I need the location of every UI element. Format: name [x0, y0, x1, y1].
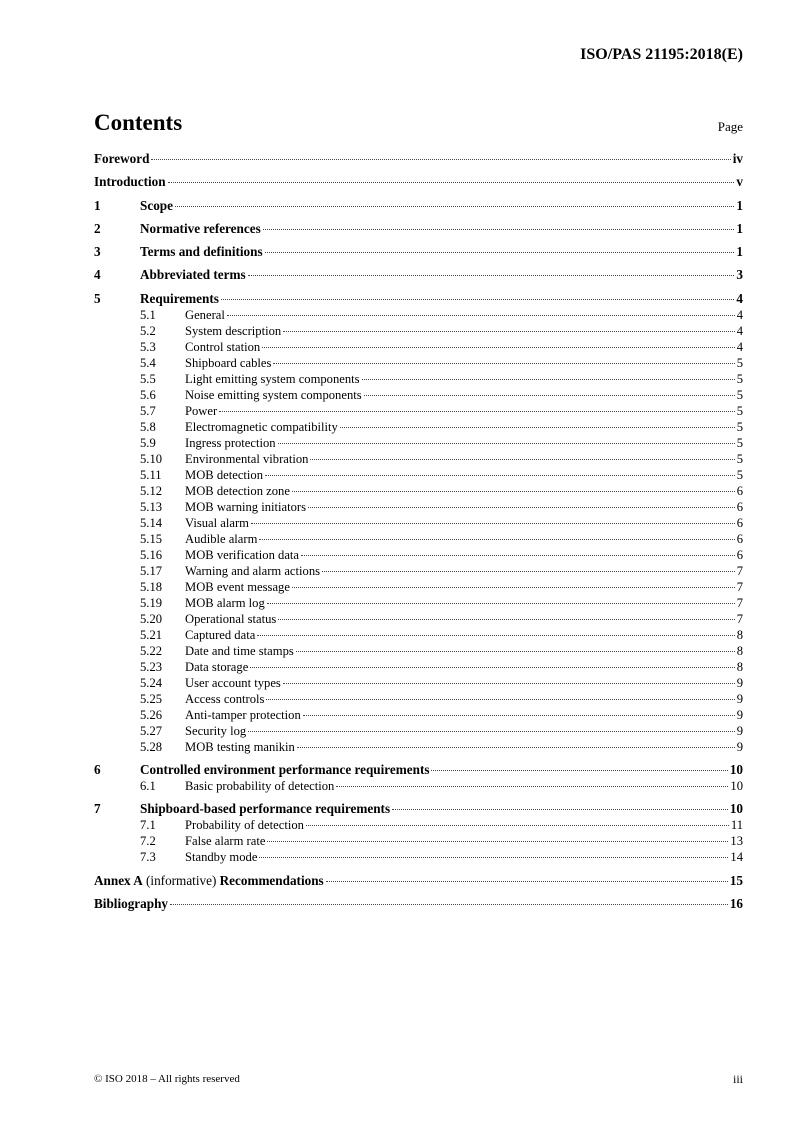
- toc-entry[interactable]: [94, 873, 743, 889]
- toc-subentry[interactable]: [94, 849, 743, 865]
- toc-entry-title: [185, 355, 271, 371]
- dot-leader: [259, 539, 734, 540]
- toc-entry-title: [185, 451, 308, 467]
- toc-entry-title-text: Captured data: [185, 627, 256, 642]
- toc-entry-page: 5: [736, 387, 743, 402]
- dot-leader: [278, 443, 735, 444]
- toc-entry[interactable]: [94, 267, 743, 283]
- toc-entry-number: 5.14: [140, 515, 163, 530]
- toc-subentry[interactable]: [94, 627, 743, 643]
- toc-subentry[interactable]: [94, 371, 743, 387]
- toc-entry-title: [185, 419, 338, 435]
- dot-leader: [283, 683, 735, 684]
- toc-subentry[interactable]: [94, 339, 743, 355]
- toc-subentry[interactable]: [94, 419, 743, 435]
- toc-entry-page: 4: [736, 323, 743, 338]
- toc-subentry[interactable]: [94, 355, 743, 371]
- toc-entry-page: 6: [736, 499, 743, 514]
- toc-entry-number: 7.3: [140, 850, 156, 865]
- toc-entry-title: [185, 778, 334, 794]
- dot-leader: [257, 635, 734, 636]
- toc-entry-title-text: Basic probability of detection: [185, 779, 335, 794]
- toc-entry-title: [185, 643, 294, 659]
- toc-subentry[interactable]: [94, 723, 743, 739]
- toc-entry-page: 1: [736, 220, 743, 236]
- toc-entry-page: 16: [729, 895, 743, 911]
- toc-entry-number: 7.1: [140, 818, 156, 833]
- toc-entry-title-text: Annex A: [94, 872, 143, 888]
- toc-entry-page: 8: [736, 643, 743, 658]
- toc-entry-title-text: Warning and alarm actions: [185, 563, 321, 578]
- toc-subentry[interactable]: [94, 547, 743, 563]
- toc-entry-page: 6: [736, 515, 743, 530]
- toc-entry-title: [185, 849, 257, 865]
- toc-entry-title-text: MOB testing manikin: [185, 739, 295, 754]
- toc-entry-number: 5.20: [140, 611, 163, 626]
- toc-entry-title-text: MOB detection: [185, 467, 263, 482]
- toc-entry-page: 4: [736, 339, 743, 354]
- toc-entry-number: 5.11: [140, 467, 162, 482]
- toc-entry-title: [140, 291, 219, 307]
- toc-subentry[interactable]: [94, 691, 743, 707]
- toc-entry-title-text: User account types: [185, 675, 281, 690]
- toc-entry-number: 5.10: [140, 451, 163, 466]
- dot-leader: [326, 881, 728, 882]
- toc-entry-title: [185, 563, 320, 579]
- dot-leader: [273, 363, 734, 364]
- toc-entry-number: 5.2: [140, 323, 156, 338]
- toc-entry-title: [185, 659, 248, 675]
- dot-leader: [283, 331, 735, 332]
- toc-subentry[interactable]: [94, 739, 743, 755]
- toc-entry-page: iv: [732, 151, 743, 166]
- toc-entry-page: 9: [736, 691, 743, 706]
- dot-leader: [248, 275, 735, 276]
- toc-entry-number: 5.1: [140, 307, 156, 322]
- copyright-notice: © ISO 2018 – All rights reserved: [94, 1073, 240, 1085]
- toc-entry-title-text: Light emitting system components: [185, 371, 360, 386]
- toc-entry-page: 9: [736, 707, 743, 722]
- toc-entry-number: 5.15: [140, 531, 163, 546]
- toc-subentry[interactable]: [94, 563, 743, 579]
- dot-leader: [221, 299, 735, 300]
- toc-entry-title-text: Electromagnetic compatibility: [185, 419, 338, 434]
- toc-entry-title-text: Shipboard-based performance requirements: [140, 801, 391, 817]
- toc-subentry[interactable]: [94, 403, 743, 419]
- toc-entry-page: 5: [736, 371, 743, 386]
- dot-leader: [308, 507, 735, 508]
- toc-subentry[interactable]: [94, 451, 743, 467]
- toc-entry-number: 5.18: [140, 579, 163, 594]
- toc-entry[interactable]: [94, 244, 743, 260]
- dot-leader: [227, 315, 735, 316]
- toc-entry-title-text: Ingress protection: [185, 435, 276, 450]
- toc-entry-title: [185, 371, 360, 387]
- toc-entry-title: [185, 579, 290, 595]
- toc-entry-annex-title: Recommendations: [219, 872, 324, 888]
- toc-entry-title-text: General: [185, 307, 225, 322]
- dot-leader: [168, 182, 735, 183]
- dot-leader: [219, 411, 735, 412]
- toc-entry-title-text: MOB verification data: [185, 547, 300, 562]
- toc-entry-title-text: Introduction: [94, 174, 166, 190]
- toc-entry-title-text: MOB warning initiators: [185, 499, 307, 514]
- toc-entry-page: 4: [736, 290, 743, 306]
- toc-entry[interactable]: [94, 151, 743, 167]
- toc-entry[interactable]: [94, 762, 743, 778]
- toc-entry-number: 4: [94, 267, 101, 283]
- toc-subentry[interactable]: [94, 817, 743, 833]
- dot-leader: [322, 571, 735, 572]
- toc-entry-title-text: Power: [185, 403, 218, 418]
- toc-entry-page: 7: [736, 563, 743, 578]
- dot-leader: [265, 475, 735, 476]
- dot-leader: [336, 786, 728, 787]
- toc-subentry[interactable]: [94, 323, 743, 339]
- dot-leader: [151, 159, 730, 160]
- toc-entry-number: 3: [94, 244, 101, 260]
- toc-entry-page: 5: [736, 451, 743, 466]
- toc-entry-number: 5.16: [140, 547, 163, 562]
- toc-entry-title: [140, 801, 390, 817]
- toc-entry-page: 4: [736, 307, 743, 322]
- dot-leader: [301, 555, 735, 556]
- toc-entry-page: 15: [729, 872, 743, 888]
- toc-entry-number: 5.27: [140, 723, 163, 738]
- toc-entry-page: 5: [736, 355, 743, 370]
- toc-entry-page: 7: [736, 611, 743, 626]
- toc-entry-title: [185, 817, 304, 833]
- toc-entry-title-text: Foreword: [94, 151, 150, 166]
- toc-subentry[interactable]: [94, 515, 743, 531]
- toc-entry-number: 5.6: [140, 387, 156, 402]
- toc-entry-title: [185, 467, 263, 483]
- toc-entry-number: 5.7: [140, 403, 156, 418]
- toc-entry-title-text: Operational status: [185, 611, 277, 626]
- toc-entry-title: [185, 675, 281, 691]
- toc-entry-title-text: Noise emitting system components: [185, 387, 362, 402]
- toc-entry-title-text: Environmental vibration: [185, 451, 309, 466]
- toc-entry-title-text: False alarm rate: [185, 834, 266, 849]
- toc-entry-page: 9: [736, 675, 743, 690]
- dot-leader: [259, 857, 728, 858]
- dot-leader: [310, 459, 734, 460]
- toc-entry-number: 7.2: [140, 834, 156, 849]
- toc-entry-title-text: Anti-tamper protection: [185, 707, 301, 722]
- toc-entry-page: 6: [736, 483, 743, 498]
- dot-leader: [303, 715, 735, 716]
- toc-entry-number: 5.5: [140, 371, 156, 386]
- page-number: iii: [732, 1072, 743, 1086]
- toc-entry-page: 10: [730, 779, 743, 794]
- table-of-contents: [94, 151, 743, 912]
- toc-entry-title: [185, 707, 301, 723]
- toc-entry-number: 5.19: [140, 595, 163, 610]
- toc-entry-title-text: Requirements: [140, 290, 219, 306]
- toc-entry-title-text: MOB alarm log: [185, 595, 265, 610]
- toc-entry[interactable]: [94, 198, 743, 214]
- toc-entry-title: [185, 323, 281, 339]
- toc-entry-page: 11: [730, 818, 743, 833]
- toc-entry-number: 6: [94, 762, 101, 778]
- dot-leader: [267, 603, 735, 604]
- toc-entry-page: 10: [729, 801, 743, 817]
- dot-leader: [251, 523, 735, 524]
- dot-leader: [392, 809, 728, 810]
- toc-entry-title: [185, 691, 264, 707]
- toc-entry-title: [140, 198, 173, 214]
- dot-leader: [362, 379, 735, 380]
- toc-entry-title-text: Normative references: [140, 220, 261, 236]
- toc-entry-page: 10: [729, 762, 743, 778]
- toc-entry-title-text: Audible alarm: [185, 531, 258, 546]
- toc-entry-page: 9: [736, 739, 743, 754]
- toc-subentry[interactable]: [94, 499, 743, 515]
- toc-entry-title: [185, 627, 255, 643]
- dot-leader: [306, 825, 729, 826]
- toc-entry-title-text: Visual alarm: [185, 515, 249, 530]
- toc-entry-page: 5: [736, 419, 743, 434]
- toc-subentry[interactable]: [94, 611, 743, 627]
- toc-entry-title: [185, 595, 265, 611]
- toc-subentry[interactable]: [94, 467, 743, 483]
- toc-entry-title: [185, 387, 362, 403]
- toc-entry-title: [140, 762, 429, 778]
- toc-entry-number: 5.4: [140, 355, 156, 370]
- toc-entry-title-text: Security log: [185, 723, 247, 738]
- dot-leader: [297, 747, 735, 748]
- toc-entry[interactable]: [94, 174, 743, 190]
- toc-entry-title: [185, 723, 246, 739]
- toc-entry-title-text: Access controls: [185, 691, 265, 706]
- toc-entry-number: 5.9: [140, 435, 156, 450]
- page-column-label: Page: [717, 119, 743, 134]
- toc-entry-title-text: Abbreviated terms: [140, 267, 246, 283]
- toc-subentry[interactable]: [94, 483, 743, 499]
- toc-entry-title: [140, 244, 263, 260]
- dot-leader: [364, 395, 735, 396]
- toc-entry-title: [185, 403, 217, 419]
- toc-entry-number: 1: [94, 197, 101, 213]
- dot-leader: [250, 667, 734, 668]
- toc-entry-number: 5.17: [140, 563, 163, 578]
- toc-entry-number: 5.22: [140, 643, 163, 658]
- dot-leader: [175, 206, 734, 207]
- toc-entry-title: [185, 531, 257, 547]
- toc-entry-title-text: Controlled environment performance requirements: [140, 762, 430, 778]
- toc-entry-title-text: Bibliography: [94, 895, 169, 911]
- dot-leader: [248, 731, 734, 732]
- toc-entry-page: v: [736, 174, 743, 190]
- toc-entry-page: 13: [730, 834, 743, 849]
- toc-entry[interactable]: [94, 801, 743, 817]
- toc-entry-number: 7: [94, 801, 101, 817]
- toc-entry-number: 5.3: [140, 339, 156, 354]
- toc-entry-number: 6.1: [140, 779, 156, 794]
- toc-subentry[interactable]: [94, 595, 743, 611]
- toc-entry-page: 6: [736, 547, 743, 562]
- dot-leader: [431, 770, 727, 771]
- toc-entry-number: 5: [94, 290, 101, 306]
- toc-entry[interactable]: [94, 291, 743, 307]
- toc-entry-page: 8: [736, 627, 743, 642]
- dot-leader: [263, 229, 735, 230]
- toc-entry-page: 1: [736, 197, 743, 213]
- toc-entry-title: [185, 339, 260, 355]
- toc-entry-title: [94, 896, 168, 912]
- toc-entry-number: 2: [94, 220, 101, 236]
- toc-entry[interactable]: [94, 221, 743, 237]
- document-id: ISO/PAS 21195:2018(E): [580, 46, 743, 63]
- dot-leader: [296, 651, 735, 652]
- toc-entry-title-text: Control station: [185, 339, 261, 354]
- toc-entry-title-text: System description: [185, 323, 282, 338]
- toc-subentry[interactable]: [94, 675, 743, 691]
- toc-entry-title: [185, 547, 299, 563]
- toc-entry-title-text: Date and time stamps: [185, 643, 294, 658]
- dot-leader: [170, 904, 728, 905]
- dot-leader: [267, 841, 728, 842]
- toc-entry-title: [140, 267, 246, 283]
- toc-subentry[interactable]: [94, 307, 743, 323]
- page-title: Contents: [94, 110, 183, 135]
- toc-subentry[interactable]: [94, 531, 743, 547]
- toc-subentry[interactable]: [94, 435, 743, 451]
- toc-entry-title-text: MOB detection zone: [185, 483, 290, 498]
- toc-entry-title: [185, 307, 225, 323]
- toc-entry-page: 14: [730, 850, 743, 865]
- toc-entry-title: [185, 739, 295, 755]
- toc-subentry[interactable]: [94, 707, 743, 723]
- toc-entry-page: 9: [736, 723, 743, 738]
- toc-entry-title: [185, 435, 276, 451]
- toc-entry-page: 5: [736, 467, 743, 482]
- toc-entry-title: [185, 833, 265, 849]
- dot-leader: [292, 587, 735, 588]
- toc-entry-page: 6: [736, 531, 743, 546]
- dot-leader: [266, 699, 734, 700]
- toc-entry-number: 5.25: [140, 691, 163, 706]
- dot-leader: [340, 427, 735, 428]
- toc-entry-page: 5: [736, 403, 743, 418]
- toc-entry-number: 5.12: [140, 483, 163, 498]
- toc-entry-title: [185, 483, 290, 499]
- toc-subentry[interactable]: [94, 579, 743, 595]
- toc-entry-title: [140, 221, 261, 237]
- toc-entry-annex-type: (informative): [142, 872, 220, 888]
- toc-entry-title: [185, 611, 276, 627]
- dot-leader: [278, 619, 734, 620]
- toc-entry-number: 5.26: [140, 707, 163, 722]
- toc-entry-page: 5: [736, 435, 743, 450]
- toc-entry[interactable]: [94, 896, 743, 912]
- toc-entry-number: 5.8: [140, 419, 156, 434]
- toc-entry-title: [185, 515, 249, 531]
- toc-entry-number: 5.24: [140, 675, 163, 690]
- toc-entry-number: 5.28: [140, 739, 163, 754]
- toc-subentry[interactable]: [94, 659, 743, 675]
- toc-entry-title-text: Scope: [140, 197, 173, 213]
- toc-subentry[interactable]: [94, 833, 743, 849]
- toc-entry-page: 8: [736, 659, 743, 674]
- toc-subentry[interactable]: [94, 643, 743, 659]
- dot-leader: [262, 347, 734, 348]
- toc-entry-number: 5.13: [140, 499, 163, 514]
- toc-entry-title-text: Standby mode: [185, 850, 258, 865]
- toc-entry-title-text: Terms and definitions: [140, 244, 263, 260]
- toc-entry-title: [94, 151, 149, 167]
- toc-entry-title: [185, 499, 306, 515]
- toc-entry-page: 1: [736, 244, 743, 260]
- toc-entry-title: [94, 873, 324, 889]
- toc-entry-title: [94, 174, 166, 190]
- dot-leader: [265, 252, 735, 253]
- toc-entry-number: 5.23: [140, 659, 163, 674]
- toc-entry-page: 7: [736, 595, 743, 610]
- toc-entry-title-text: Shipboard cables: [185, 355, 272, 370]
- toc-entry-title-text: Data storage: [185, 659, 249, 674]
- dot-leader: [292, 491, 735, 492]
- toc-subentry[interactable]: [94, 387, 743, 403]
- toc-entry-page: 7: [736, 579, 743, 594]
- toc-subentry[interactable]: [94, 778, 743, 794]
- toc-entry-title-text: Probability of detection: [185, 818, 304, 833]
- toc-entry-number: 5.21: [140, 627, 163, 642]
- toc-entry-title-text: MOB event message: [185, 579, 290, 594]
- toc-entry-page: 3: [736, 267, 743, 283]
